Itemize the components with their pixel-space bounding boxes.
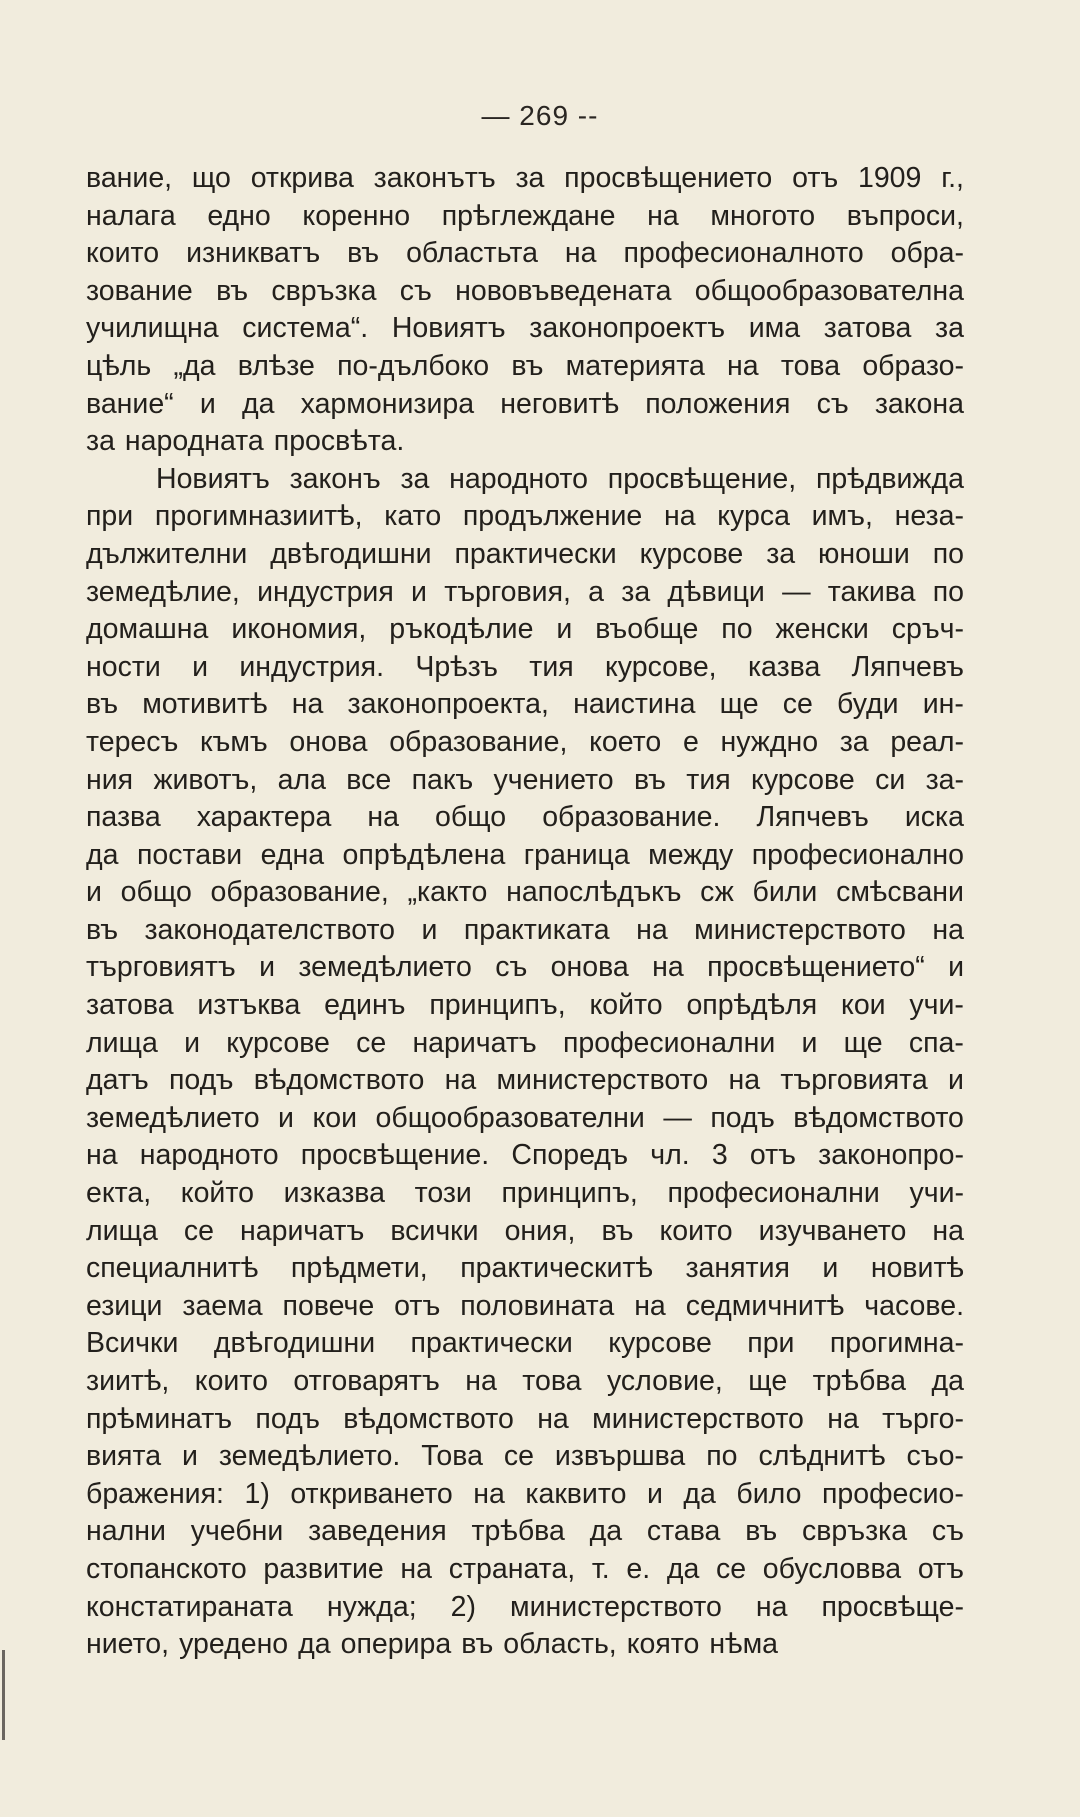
page-number: — 269 -- <box>481 100 599 131</box>
text-line: да постави една опрѣдѣлена граница между професионално <box>86 838 964 871</box>
text-line: и общо образование, „както напослѣдъкъ сж били смѣсвани <box>86 876 964 909</box>
text-line: затова изтъква единъ принципъ, който опрѣдѣля кои учи- <box>86 989 964 1022</box>
text-line: цѣль „да влѣзе по-дълбоко въ материята на това образо- <box>86 349 964 382</box>
text-line: дължителни двѣгодишни практически курсове за юноши по <box>86 537 964 570</box>
text-line: зование въ свръзка съ нововъведената общообразователна <box>86 274 964 307</box>
text-line: домашна икономия, ръкодѣлие и въобще по женски сръч- <box>86 613 964 646</box>
text-line: бражения: 1) откриването на каквито и да било професио- <box>86 1477 964 1510</box>
text-line: които изникватъ въ областьта на професионалното обра- <box>86 237 964 270</box>
text-line: въ мотивитѣ на законопроекта, наистина ще се буди ин- <box>86 688 964 721</box>
text-line: въ законодателството и практиката на министерството на <box>86 913 964 946</box>
text-line: вията и земедѣлието. Това се извършва по слѣднитѣ съо- <box>86 1440 964 1473</box>
text-line: училищна система“. Новиятъ законопроектъ има затова за <box>86 312 964 345</box>
text-line: тересъ къмъ онова образование, което е нуждно за реал- <box>86 725 964 758</box>
text-line: лища и курсове се наричатъ професионални и ще спа- <box>86 1026 964 1059</box>
text-line: налага едно коренно прѣглеждане на многото въпроси, <box>86 199 964 232</box>
text-line: Всички двѣгодишни практически курсове при прогимна- <box>86 1327 964 1360</box>
text-line: езици заема повече отъ половината на седмичнитѣ часове. <box>86 1289 964 1322</box>
text-line: прѣминатъ подъ вѣдомството на министерството на търго- <box>86 1402 964 1435</box>
text-line: зиитѣ, които отговарятъ на това условие, ще трѣбва да <box>86 1365 964 1397</box>
paragraph-2 <box>86 461 964 1664</box>
text-line: земедѣлието и кои общообразователни — подъ вѣдомството <box>86 1101 964 1134</box>
scan-edge-mark <box>2 1650 5 1740</box>
text-line: ности и индустрия. Чрѣзъ тия курсове, казва Ляпчевъ <box>86 650 964 683</box>
text-line: нието, уредено да оперира въ область, която нѣма <box>86 1628 779 1661</box>
text-line: земедѣлие, индустрия и търговия, а за дѣвици — такива по <box>86 575 964 608</box>
text-line: констатираната нужда; 2) министерството на просвѣще- <box>86 1590 964 1623</box>
text-line: ния животъ, ала все пакъ учението въ тия курсове си за- <box>86 763 964 796</box>
body-text <box>86 160 964 1664</box>
text-line: на народното просвѣщение. Споредъ чл. 3 отъ законопро- <box>86 1139 964 1172</box>
text-line: Новиятъ законъ за народното просвѣщение, прѣдвижда <box>156 462 964 495</box>
text-line: датъ подъ вѣдомството на министерството на търговията и <box>86 1064 964 1097</box>
paragraph-1 <box>86 160 964 461</box>
text-line: пазва характера на общо образование. Ляпчевъ иска <box>86 801 964 834</box>
text-line: търговиятъ и земедѣлието съ онова на просвѣщението“ и <box>86 951 964 984</box>
text-line: лища се наричатъ всички ония, въ които изучването на <box>86 1214 964 1247</box>
text-line: вание, що открива законътъ за просвѣщението отъ 1909 г., <box>86 162 964 194</box>
text-line: екта, който изказва този принципъ, професионални учи- <box>86 1177 964 1210</box>
text-line: при прогимназиитѣ, като продължение на курса имъ, неза- <box>86 500 964 533</box>
text-line: нални учебни заведения трѣбва да става въ свръзка съ <box>86 1515 964 1548</box>
text-line: вание“ и да хармонизира неговитѣ положения съ закона <box>86 387 964 420</box>
text-line: специалнитѣ прѣдмети, практическитѣ занятия и новитѣ <box>86 1252 964 1285</box>
text-line: за народната просвѣта. <box>86 425 405 458</box>
text-line: стопанското развитие на страната, т. е. да се обусловва отъ <box>86 1552 964 1585</box>
